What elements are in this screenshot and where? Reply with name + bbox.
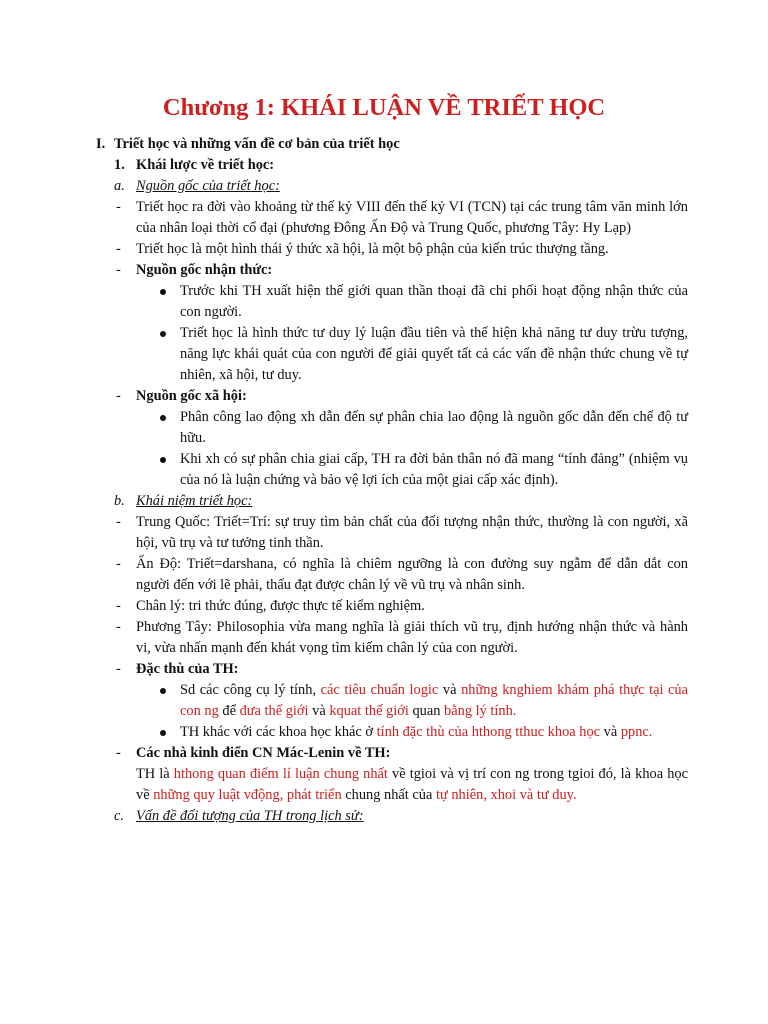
bullet-item [0, 722, 768, 743]
nhanthuc-heading: Nguồn gốc nhận thức: [136, 262, 273, 278]
subsection-b-heading: Khái niệm triết học: [136, 493, 253, 509]
highlight-text: những knghiem khám phá thực tại của con ng [180, 682, 689, 719]
bullet-dot-icon [160, 415, 166, 421]
subsection-b [0, 491, 768, 512]
list-item-text: Triết học là một hình thái ý thức xã hội, là một bộ phận của kiến trúc thượng tầng. [136, 241, 609, 257]
text-run: và [438, 682, 462, 698]
highlight-text: tự nhiên, xhoi và tư duy. [435, 787, 577, 803]
paragraph-text [136, 764, 688, 806]
list-item-text: Triết học ra đời vào khoảng từ thế kỷ VIII đến thế kỷ VI (TCN) tại các trung tâm văn minh lớn của nhân loại thời cổ đại (phương Đông Ấn Độ và Trung Quốc, phương Tây: Hy Lạp) [136, 199, 688, 236]
section-1-heading: Triết học và những vấn đề cơ bản của triết học [114, 136, 400, 152]
dacthu-heading-row [0, 659, 768, 680]
dash-marker: - [116, 598, 121, 614]
list-item-text: Phương Tây: Philosophia vừa mang nghĩa là giải thích vũ trụ, định hướng nhận thức và hành vi, vừa nhấn mạnh đến khát vọng tìm kiếm chân lý của con người. [136, 619, 688, 656]
bullet-item [0, 323, 768, 386]
highlight-text: kquat thế giới [329, 703, 409, 719]
subsection-a-marker: a. [114, 178, 125, 194]
subsection-c-marker: c. [114, 808, 124, 824]
list-item-text: Chân lý: tri thức đúng, được thực tế kiểm nghiệm. [136, 598, 425, 614]
text-run: và [600, 724, 621, 740]
macle-heading: Các nhà kinh điển CN Mác-Lenin về TH: [136, 745, 391, 761]
bullet-text: Khi xh có sự phân chia giai cấp, TH ra đời bản thân nó đã mang “tính đảng” (nhiệm vụ của nó là luận chứng và bảo vệ lợi ích của một giai cấp xác định). [180, 451, 688, 488]
dash-marker: - [116, 619, 121, 635]
page-title: Chương 1: KHÁI LUẬN VỀ TRIẾT HỌC [162, 94, 606, 121]
highlight-text: hthong quan điểm lí luận chung nhất [173, 766, 388, 782]
subsection-c-heading: Vấn đề đối tượng của TH trong lịch sử: [136, 808, 364, 824]
text-run: chung nhất của [341, 787, 436, 803]
bullet-text [180, 680, 688, 722]
dash-marker: - [116, 241, 121, 257]
macle-heading-row [0, 743, 768, 764]
list-item-text: Ấn Độ: Triết=darshana, có nghĩa là chiêm ngưỡng là con đường suy ngẫm để dẫn dắt con người đến với lẽ phải, thấu đạt được chân lý về vũ trụ và nhân sinh. [136, 556, 688, 593]
bullet-text: Trước khi TH xuất hiện thế giới quan thần thoại đã chi phối hoạt động nhận thức của con người. [180, 283, 688, 320]
bullet-text: Phân công lao động xh dẫn đến sự phân chia lao động là nguồn gốc dẫn đến chế độ tư hữu. [180, 409, 688, 446]
text-run: và [308, 703, 330, 719]
bullet-dot-icon [160, 688, 166, 694]
dash-marker: - [116, 556, 121, 572]
dash-marker: - [116, 262, 121, 278]
list-item [0, 197, 768, 239]
section-1-1-marker: 1. [114, 157, 125, 173]
list-item [0, 617, 768, 659]
dash-marker: - [116, 661, 121, 677]
dash-marker: - [116, 199, 121, 215]
highlight-text: các tiêu chuẩn logic [320, 682, 439, 698]
highlight-text: bằng lý tính. [444, 703, 517, 719]
bullet-text: Triết học là hình thức tư duy lý luận đầu tiên và thể hiện khả năng tư duy trừu tượng, năng lực khái quát của con người để giải quyết tất cả các vấn đề nhận thức chung về tự nhiên, xã hội, tư duy. [180, 325, 688, 383]
text-run: TH là [136, 766, 174, 782]
bullet-item [0, 680, 768, 722]
dash-marker: - [116, 745, 121, 761]
bullet-item [0, 281, 768, 323]
bullet-dot-icon [160, 289, 166, 295]
highlight-text: những quy luật vđộng, phát triển [153, 787, 342, 803]
document-body [0, 134, 768, 827]
xahoi-heading: Nguồn gốc xã hội: [136, 388, 247, 404]
bullet-dot-icon [160, 331, 166, 337]
dash-marker: - [116, 514, 121, 530]
subsection-c [0, 806, 768, 827]
list-item [0, 239, 768, 260]
highlight-text: ppnc. [620, 724, 653, 740]
text-run: về tgioi và vị trí con ng trong tgioi đó, là khoa học về [136, 766, 688, 803]
text-run: Sd các công cụ lý tính, [180, 682, 321, 698]
subsection-b-marker: b. [114, 493, 125, 509]
section-1-marker: I. [96, 136, 106, 152]
subsection-a [0, 176, 768, 197]
bullet-item [0, 407, 768, 449]
text-run: quan [408, 703, 445, 719]
macle-paragraph [0, 764, 768, 806]
bullet-text [180, 722, 688, 743]
highlight-text: đưa thế giới [239, 703, 309, 719]
list-item-text: Trung Quốc: Triết=Trí: sự truy tìm bản chất của đối tượng nhận thức, thường là con người, xã hội, vũ trụ và tư tưởng tinh thần. [136, 514, 688, 551]
bullet-item [0, 449, 768, 491]
list-item [0, 512, 768, 554]
list-item [0, 596, 768, 617]
section-1 [0, 134, 768, 155]
text-run: TH khác với các khoa học khác ở [180, 724, 377, 740]
text-run: để [218, 703, 240, 719]
bullet-dot-icon [160, 457, 166, 463]
subsection-a-heading: Nguồn gốc của triết học: [136, 178, 280, 194]
dacthu-heading: Đặc thù của TH: [136, 661, 239, 677]
section-1-1 [0, 155, 768, 176]
list-item [0, 554, 768, 596]
highlight-text: tính đặc thù của hthong tthuc khoa học [376, 724, 601, 740]
xahoi-heading-row [0, 386, 768, 407]
nhanthuc-heading-row [0, 260, 768, 281]
bullet-dot-icon [160, 730, 166, 736]
section-1-1-heading: Khái lược về triết học: [136, 157, 275, 173]
dash-marker: - [116, 388, 121, 404]
